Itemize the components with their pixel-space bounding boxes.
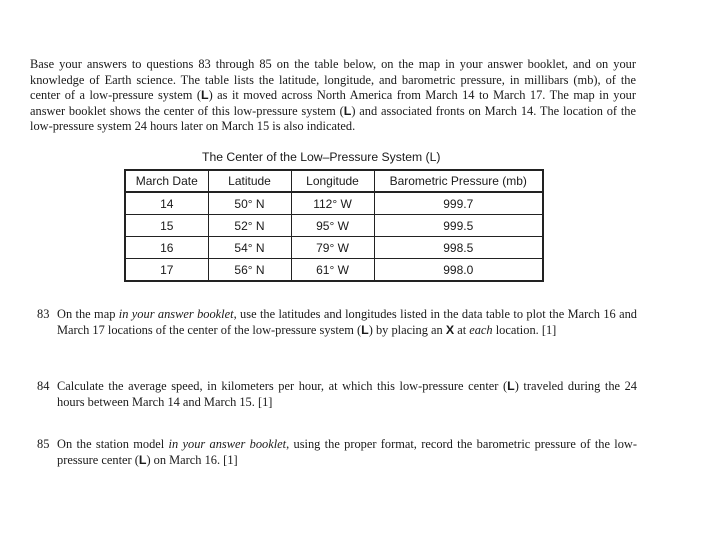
cell-date: 14 [125,192,208,215]
cell-longitude: 79° W [291,237,374,259]
cell-pressure: 998.5 [374,237,543,259]
intro-text-3: ) and associated fronts on March 14. The location of the low-pressure system 24 hours later on March 15 is also indicated. [30,103,636,134]
cell-latitude: 50° N [208,192,291,215]
question-85 [37,437,637,468]
question-text [57,379,637,410]
question-text-part: On the station model [57,437,169,451]
question-number: 85 [37,437,50,451]
question-text-part: ) on March 16. [1] [146,452,238,467]
cell-longitude: 61° W [291,259,374,282]
low-symbol: L [507,379,515,393]
cell-latitude: 52° N [208,215,291,237]
question-text-part: , use the latitudes and longitudes listed in the data table to plot the March 16 and March 17 locations of the center of the low-pressure system ( [57,307,637,337]
intro-text-2: ) as it moved across North America from March 14 to March 17. The map in your answer booklet shows the center of this low-pressure system ( [30,88,636,118]
x-mark-symbol: X [445,322,455,337]
header-latitude: Latitude [208,170,291,192]
question-text-part: , using the proper format, record the barometric pressure of the low-pressure center ( [57,437,637,467]
question-number: 83 [37,307,50,321]
question-text [57,307,637,338]
table-row [125,215,543,237]
question-italic-part: in your answer booklet [118,307,234,321]
cell-date: 17 [125,259,208,282]
table-title-text-b: ) [436,150,441,164]
intro-low-symbol-2: L [343,103,352,118]
intro-text-1: Base your answers to questions 83 through 85 on the table below, on the map in your answer booklet, and on your knowledge of Earth science. The table lists the latitude, longitude, and barometric pressure, in millibars (mb), of the center of a low-pressure system ( [30,57,636,103]
intro-low-symbol-1: L [200,88,209,103]
cell-date: 15 [125,215,208,237]
header-barometric-pressure: Barometric Pressure (mb) [374,170,543,192]
table-row [125,192,543,215]
intro-paragraph [30,57,636,135]
table-title-text-a: The Center of the Low–Pressure System ( [202,150,430,164]
question-text [57,437,637,468]
question-84 [37,379,637,410]
table-header-row [125,170,543,192]
low-symbol: L [361,322,369,337]
low-pressure-table [124,169,544,282]
table-row [125,237,543,259]
cell-pressure: 999.7 [374,192,543,215]
low-symbol: L [138,452,147,467]
table-title [124,150,544,164]
cell-latitude: 54° N [208,237,291,259]
question-text-part: ) traveled during the 24 hours between March 14 and March 15. [1] [57,379,638,409]
header-longitude: Longitude [291,170,374,192]
question-italic-part: in your answer booklet [168,437,287,451]
table-title-low-symbol: L [429,150,437,164]
question-text-part: ) by placing an [368,322,446,337]
cell-longitude: 95° W [291,215,374,237]
cell-longitude: 112° W [291,192,374,215]
cell-date: 16 [125,237,208,259]
question-text-part: at [454,322,470,337]
question-text-part: location. [1] [492,322,557,337]
question-text-part: On the map [57,307,119,321]
cell-pressure: 998.0 [374,259,543,282]
cell-pressure: 999.5 [374,215,543,237]
question-number: 84 [37,379,50,393]
question-text-part: Calculate the average speed, in kilometers per hour, at which this low-pressure center ( [57,379,508,393]
header-march-date: March Date [125,170,208,192]
question-83 [37,307,637,338]
question-italic-part: each [469,322,493,337]
cell-latitude: 56° N [208,259,291,282]
table-row [125,259,543,282]
